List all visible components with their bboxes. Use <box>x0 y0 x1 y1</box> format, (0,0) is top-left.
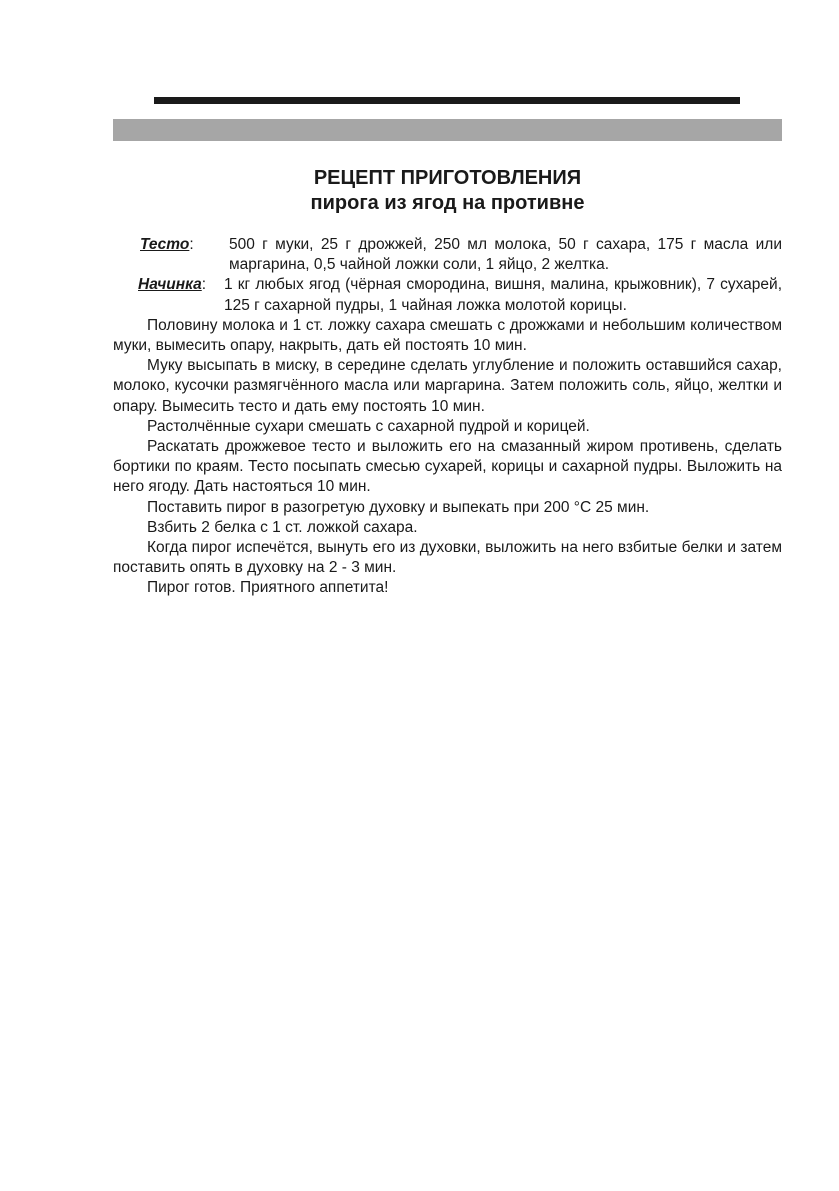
step-paragraph: Поставить пирог в разогретую духовку и выпекать при 200 °C 25 мин. <box>147 498 650 516</box>
ingredients-filling <box>113 275 782 315</box>
header-band <box>113 119 782 141</box>
title-line-1: РЕЦЕПТ ПРИГОТОВЛЕНИЯ <box>313 167 582 189</box>
step-paragraph: Муку высыпать в миску, в середине сделать углубление и положить оставшийся сахар, молоко, кусочки размягчённого масла или маргарина. Затем положить соль, яйцо, желтки и опару. Вымесить тесто и дать ему постоять 10 мин. <box>113 357 782 415</box>
recipe-title <box>113 166 782 216</box>
title-line-2: пирога из ягод на противне <box>310 192 585 214</box>
filling-label: Начинка <box>138 276 202 294</box>
top-rule <box>154 97 740 104</box>
step-paragraph: Пирог готов. Приятного аппетита! <box>147 579 389 597</box>
step-paragraph: Взбить 2 белка с 1 ст. ложкой сахара. <box>147 518 418 536</box>
ingredients-dough <box>113 235 782 275</box>
step-paragraph: Половину молока и 1 ст. ложку сахара смешать с дрожжами и небольшим количеством муки, вымесить опару, накрыть, дать ей постоять 10 мин. <box>113 316 782 355</box>
dough-ingredients-text: 500 г муки, 25 г дрожжей, 250 мл молока, 50 г сахара, 175 г масла или маргарина, 0,5 чайной ложки соли, 1 яйцо, 2 желтка. <box>229 236 782 274</box>
filling-ingredients-text: 1 кг любых ягод (чёрная смородина, вишня, малина, крыжовник), 7 сухарей, 125 г сахарной пудры, 1 чайная ложка молотой корицы. <box>224 276 782 314</box>
step-paragraph: Когда пирог испечётся, вынуть его из духовки, выложить на него взбитые белки и затем поставить опять в духовку на 2 - 3 мин. <box>113 539 782 577</box>
step-paragraph: Раскатать дрожжевое тесто и выложить его на смазанный жиром противень, сделать бортики по краям. Тесто посыпать смесью сухарей, корицы и сахарной пудры. Выложить на него ягоду. Дать настояться 10 мин. <box>113 438 782 496</box>
dough-label-sep: : <box>189 236 194 253</box>
recipe-body <box>113 235 782 599</box>
step-paragraph: Растолчённые сухари смешать с сахарной пудрой и корицей. <box>147 417 590 435</box>
filling-label-sep: : <box>201 276 207 294</box>
dough-label: Тесто <box>140 236 190 253</box>
